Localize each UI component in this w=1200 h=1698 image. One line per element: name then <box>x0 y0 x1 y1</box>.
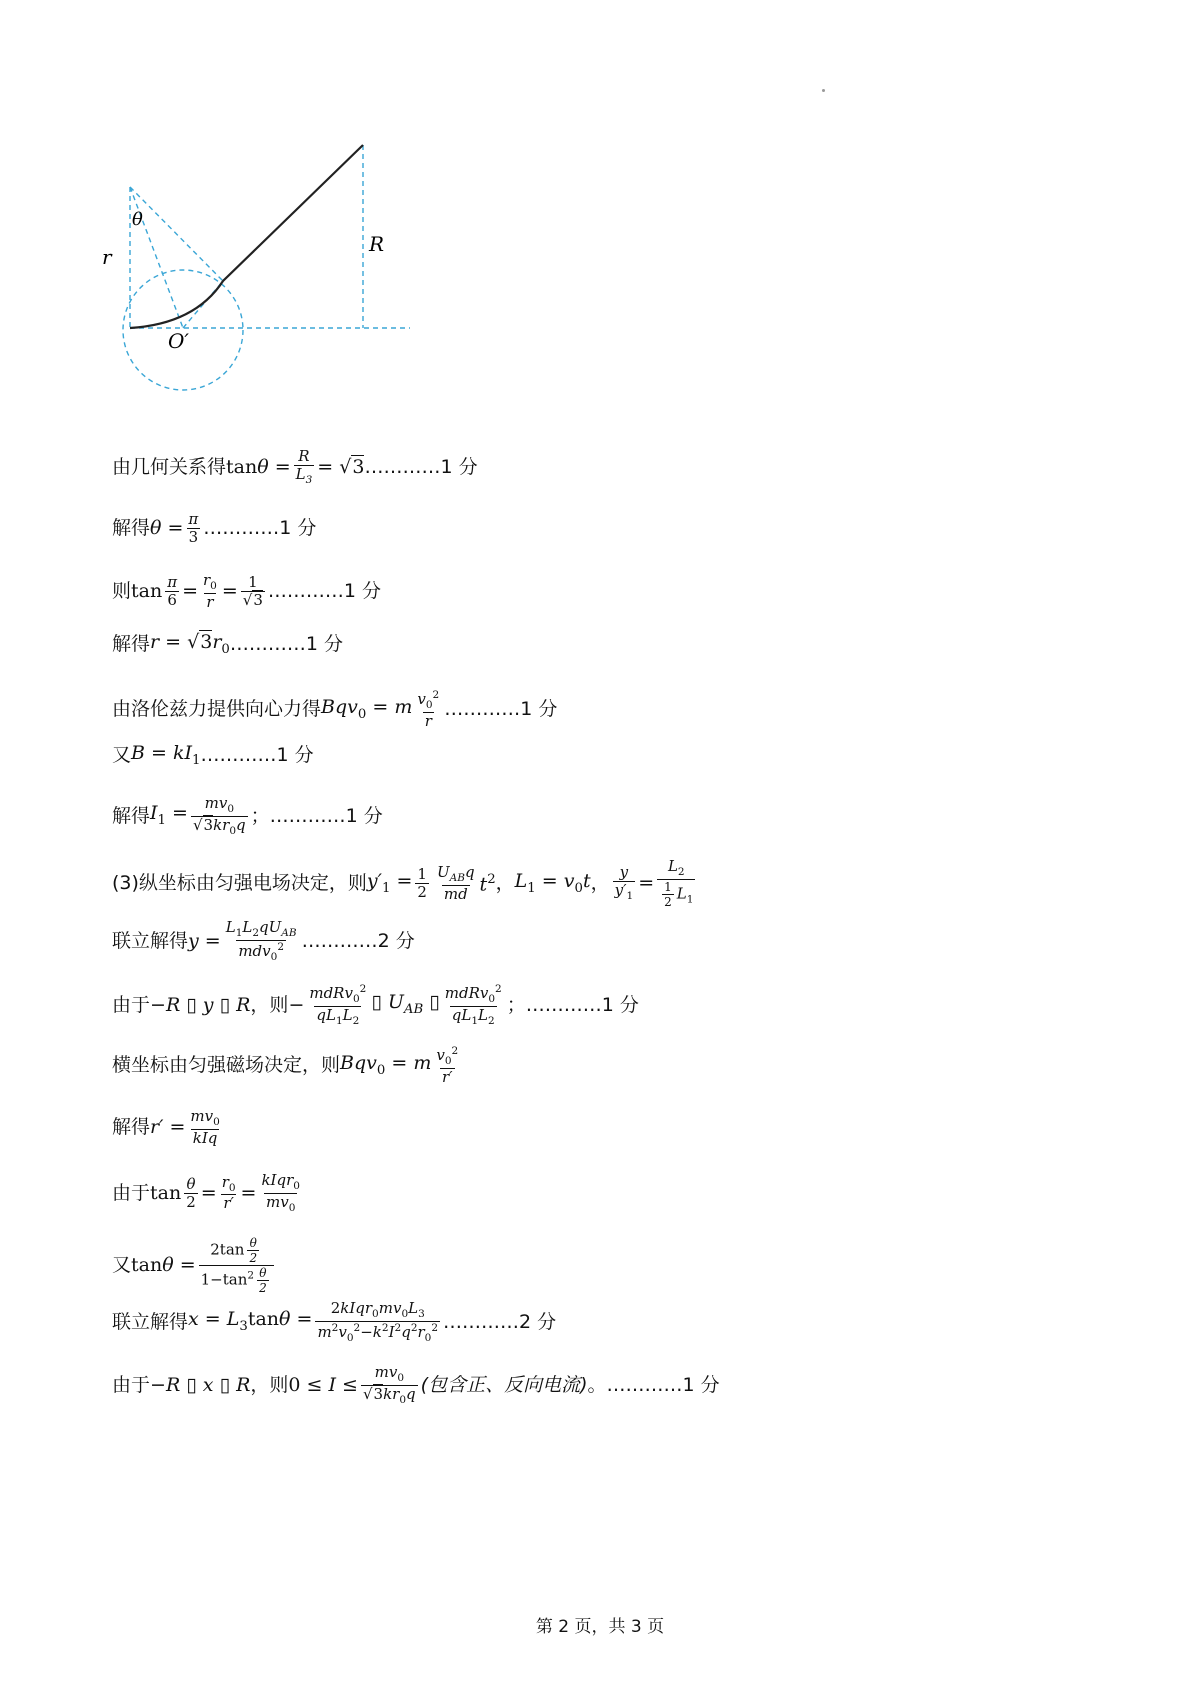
score: …………1 分 <box>525 993 639 1016</box>
paren-note: (包含正、反向电流) <box>420 1373 588 1396</box>
eq-line-2: 解得 θ = $\frac{\pi}{3}$ …………1 分 <box>112 510 317 546</box>
eq-prefix: (3)纵坐标由匀强电场决定，则 <box>112 871 367 894</box>
eq-line-3: 则 tan $\frac{\pi}{6}$ = $\frac{r_0}{r}$ = $\frac{1}{√3}$ …………1 分 <box>112 571 382 611</box>
eq-line-12: 解得 r′ = $\frac{mv_0}{\text{kIq}}$ <box>112 1107 220 1147</box>
eq-line-13: 由于 tan $\frac{\theta}{2}$ = $\frac{r_0}{r'}$ = $\frac{kIqr_0}{mv_0}$ <box>112 1171 300 1214</box>
eq-prefix: 由于 <box>112 993 151 1016</box>
eq-prefix: 由几何关系得 <box>112 455 227 478</box>
eq-line-5: 由洛伦兹力提供向心力得 Bqv$_0$ = m $\frac{v_0^2}{r}$ …………1 分 <box>112 689 558 730</box>
score: …………1 分 <box>269 804 383 827</box>
score: …………1 分 <box>606 1373 720 1396</box>
eq-prefix: 又 <box>112 1254 132 1276</box>
tangent-line <box>130 187 223 281</box>
trajectory-curve <box>130 145 363 328</box>
eq-line-4: 解得 $r = √3r_0$ …………1 分 <box>112 631 344 657</box>
geometry-diagram <box>102 140 425 400</box>
score: …………1 分 <box>364 455 478 478</box>
eq-prefix: 解得 <box>112 1115 151 1138</box>
eq-line-11: 横坐标由匀强磁场决定，则 Bqv$_0$ = m $\frac{v_0^2}{r'}$ <box>112 1045 459 1086</box>
score: …………2 分 <box>301 929 415 952</box>
connector: ，则 <box>250 1373 289 1396</box>
eq-prefix: 由于 <box>112 1373 151 1396</box>
scan-speck <box>822 89 825 92</box>
score: …………1 分 <box>229 633 344 656</box>
score: …………1 分 <box>200 744 314 767</box>
eq-prefix: 解得 <box>112 633 151 656</box>
eq-prefix: 联立解得 <box>112 1310 189 1333</box>
r-label: r <box>102 245 112 269</box>
separator: ； <box>250 804 270 827</box>
eq-prefix: 由洛伦兹力提供向心力得 <box>112 697 322 720</box>
eq-prefix: 解得 <box>112 517 151 539</box>
eq-line-9: 联立解得 y = $\frac{L_1L_2qU_{AB}}{mdv_0^2}$ …………2 分 <box>112 918 415 963</box>
eq-prefix: 由于 <box>112 1181 151 1204</box>
score: …………1 分 <box>444 697 558 720</box>
eq-line-14: 又 tanθ = 2tan $\frac{\theta}{2}$ $1-\tan^2$ $\frac{\theta}{2}$ <box>112 1237 277 1294</box>
eq-line-1: 由几何关系得 tanθ = $\frac{R}{L_3}$ = √3 …………1 分 <box>112 447 478 486</box>
O-prime-label: O′ <box>168 329 189 353</box>
score: …………1 分 <box>203 517 317 539</box>
separator: ， <box>495 871 515 894</box>
page-footer: 第 2 页，共 3 页 <box>535 1617 665 1637</box>
eq-line-16: 由于 −R ▯ x ▯ R ，则 0 ≤ I ≤ $\frac{mv_0}{√3kr_0q}$ (包含正、反向电流) 。 …………1 分 <box>112 1363 720 1406</box>
eq-line-7: 解得 $I_1$ = $\frac{mv_0}{√3kr_0q}$ ； …………1 分 <box>112 794 383 837</box>
R-label: R <box>369 232 385 256</box>
eq-line-6: 又 $B = kI_1$ …………1 分 <box>112 742 314 768</box>
theta-label: θ <box>132 209 143 230</box>
separator: ， <box>590 871 610 894</box>
eq-line-15: 联立解得 $x = L_3\tan\theta$ = $\frac{2kIqr_0mv_0L_3}{m^2v_0^2-k^2I^2q^2r_0^2}$ …………2 分 <box>112 1299 557 1344</box>
eq-prefix: 则 <box>112 579 132 602</box>
connector: ，则 <box>250 993 289 1016</box>
eq-line-8: (3)纵坐标由匀强电场决定，则 $y'_1$ = $\frac{1}{2}$ $\frac{U_{AB}q}{md}$ $t^2$ ， $L_1 = v_0t$ ， $\frac{y}{y'_1}$ = $L_2$ $\frac{1}{2}$ $L_1$ <box>112 857 694 909</box>
score: …………2 分 <box>443 1310 557 1333</box>
score: …………1 分 <box>267 579 382 602</box>
eq-line-10: 由于 −R ▯ y ▯ R ，则 − $\frac{mdRv_0^2}{qL_1L_2}$ ▯ $U_{AB}$ ▯ $\frac{mdRv_0^2}{qL_1L_2}$ ； …………1 分 <box>112 983 639 1027</box>
eq-prefix: 解得 <box>112 804 151 827</box>
separator: ； <box>506 993 526 1016</box>
eq-prefix: 联立解得 <box>112 929 189 952</box>
period: 。 <box>587 1373 607 1396</box>
eq-prefix: 又 <box>112 744 132 767</box>
eq-prefix: 横坐标由匀强磁场决定，则 <box>112 1053 341 1076</box>
dashed-construction-lines <box>123 145 410 390</box>
